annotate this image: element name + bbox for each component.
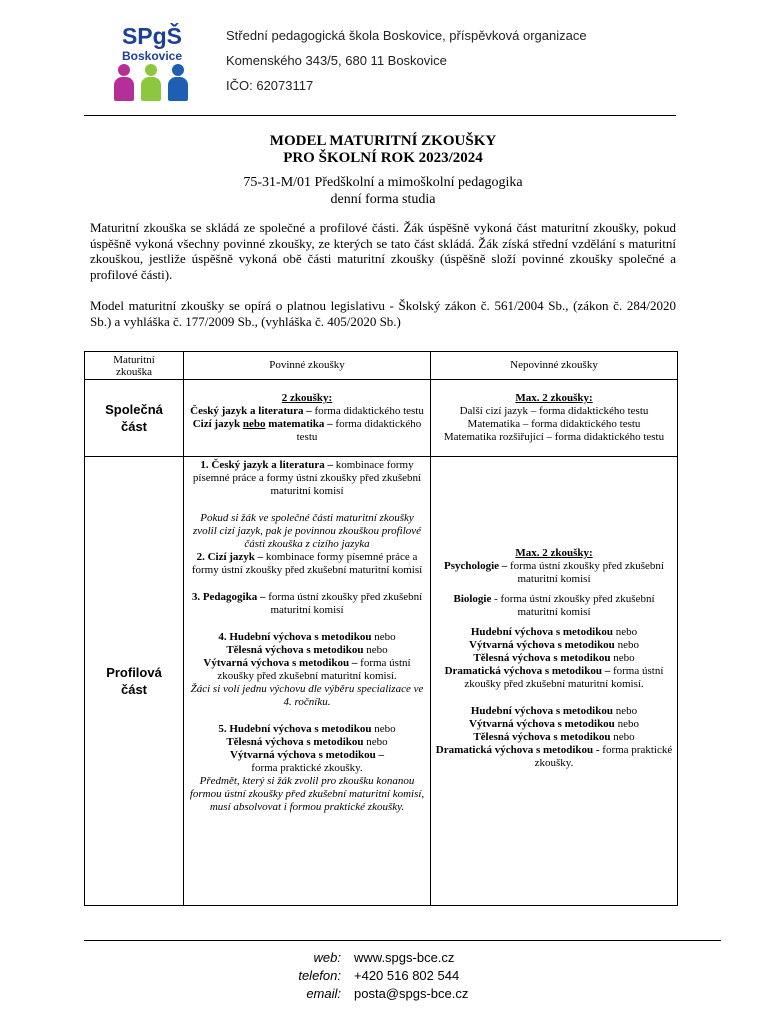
study-program: 75-31-M/01 Předškolní a mimoškolní pedagogika [243, 175, 523, 190]
person-magenta-icon [114, 64, 134, 102]
legislation-paragraph: Model maturitní zkoušky se opírá o platnou legislativu - Školský zákon č. 561/2004 Sb., (zákon č. 284/2020 Sb.) a vyhláška č. 177/2009 Sb., (vyhláška č. 405/2020 Sb.) [90, 298, 676, 329]
profile-optional-cell: Max. 2 zkoušky: Psychologie – forma ústní zkoušky před zkušební maturitní komisí Biologie - forma ústní zkoušky před zkušební maturitní komisí Hudební výchova s metodikou nebo Výtvarná výchova s metodikou nebo Tělesná výchova s metodikou nebo Dramatická výchova s metodikou – forma ústní zkoušky před zkušební maturitní komisí. Hudební výchova s metodikou nebo Výtvarná výchova s metodikou nebo Tělesná výchova s metodikou nebo Dramatická výchova s metodikou - forma praktické zkoušky. [431, 457, 678, 906]
footer-divider [84, 940, 721, 941]
header-exam: Maturitní zkouška [85, 352, 184, 380]
table-row-profile [85, 457, 678, 906]
school-logo [112, 24, 192, 108]
logo-text: SPgŠ [121, 23, 183, 49]
document-title-line2: PRO ŠKOLNÍ ROK 2023/2024 [283, 150, 483, 166]
study-form: denní forma studia [330, 192, 436, 207]
school-address: Komenského 343/5, 680 11 Boskovice [226, 53, 447, 68]
profile-mandatory-cell: 1. Český jazyk a literatura – kombinace formy písemné práce a formy ústní zkoušky před zkušební maturitní komisí Pokud si žák ve společné části maturitní zkoušky zvolil cizí jazyk, pak je povinnou zkouškou profilové části zkouška z cizího jazyka 2. Cizí jazyk – kombinace formy písemné práce a formy ústní zkoušky před zkušební maturitní komisí 3. Pedagogika – forma ústní zkoušky před zkušební maturitní komisí 4. Hudební výchova s metodikou nebo Tělesná výchova s metodikou nebo Výtvarná výchova s metodikou – forma ústní zkoušky před zkušební maturitní komisí. Žáci si volí jednu výchovu dle výběru specializace ve 4. ročníku. 5. Hudební výchova s metodikou nebo Tělesná výchova s metodikou nebo Výtvarná výchova s metodikou – forma praktické zkoušky. Předmět, který si žák zvolil pro zkoušku konanou formou ústní zkoušky před zkušební maturitní komisí, musí absolvovat i formou praktické zkoušky. [184, 457, 431, 906]
school-ico: IČO: 62073117 [226, 78, 314, 93]
table-row-common [85, 380, 678, 457]
school-name: Střední pedagogická škola Boskovice, příspěvková organizace [226, 28, 587, 43]
footer-email-link[interactable]: posta@spgs-bce.cz [354, 986, 469, 1001]
person-blue-icon [168, 64, 188, 102]
table-header-row [85, 352, 678, 380]
exam-model-table [84, 351, 678, 906]
row-label-profile: Profilová část [85, 457, 184, 906]
common-mandatory-cell: 2 zkoušky: Český jazyk a literatura – forma didaktického testu Cizí jazyk nebo matematika – forma didaktického testu [184, 380, 431, 457]
person-green-icon [141, 64, 161, 102]
intro-paragraph: Maturitní zkouška se skládá ze společné a profilové části. Žák úspěšně vykoná část maturitní zkoušky, pokud úspěšně vykoná všechny povinné zkoušky, ze kterých se tato část skládá. Žák získá střední vzdělání s maturitní zkouškou, jestliže úspěšně vykoná obě části maturitní zkoušky (úspěšně složí povinné zkoušky společné a profilové části). [90, 220, 676, 282]
document-title-line1: MODEL MATURITNÍ ZKOUŠKY [269, 133, 497, 149]
header-optional: Nepovinné zkoušky [431, 352, 678, 380]
common-optional-cell: Max. 2 zkoušky: Další cizí jazyk – forma didaktického testu Matematika – forma didaktického testu Matematika rozšiřující – forma didaktického testu [431, 380, 678, 457]
footer-phone: +420 516 802 544 [354, 968, 460, 983]
header-divider [84, 115, 676, 116]
footer-web-link[interactable]: www.spgs-bce.cz [354, 950, 455, 965]
row-label-common: Společná část [85, 380, 184, 457]
footer-phone-label: telefon: [298, 968, 341, 983]
logo-subtext: Boskovice [121, 49, 183, 63]
footer-email-label: email: [306, 986, 341, 1001]
footer-web-label: web: [313, 950, 341, 965]
header-mandatory: Povinné zkoušky [184, 352, 431, 380]
